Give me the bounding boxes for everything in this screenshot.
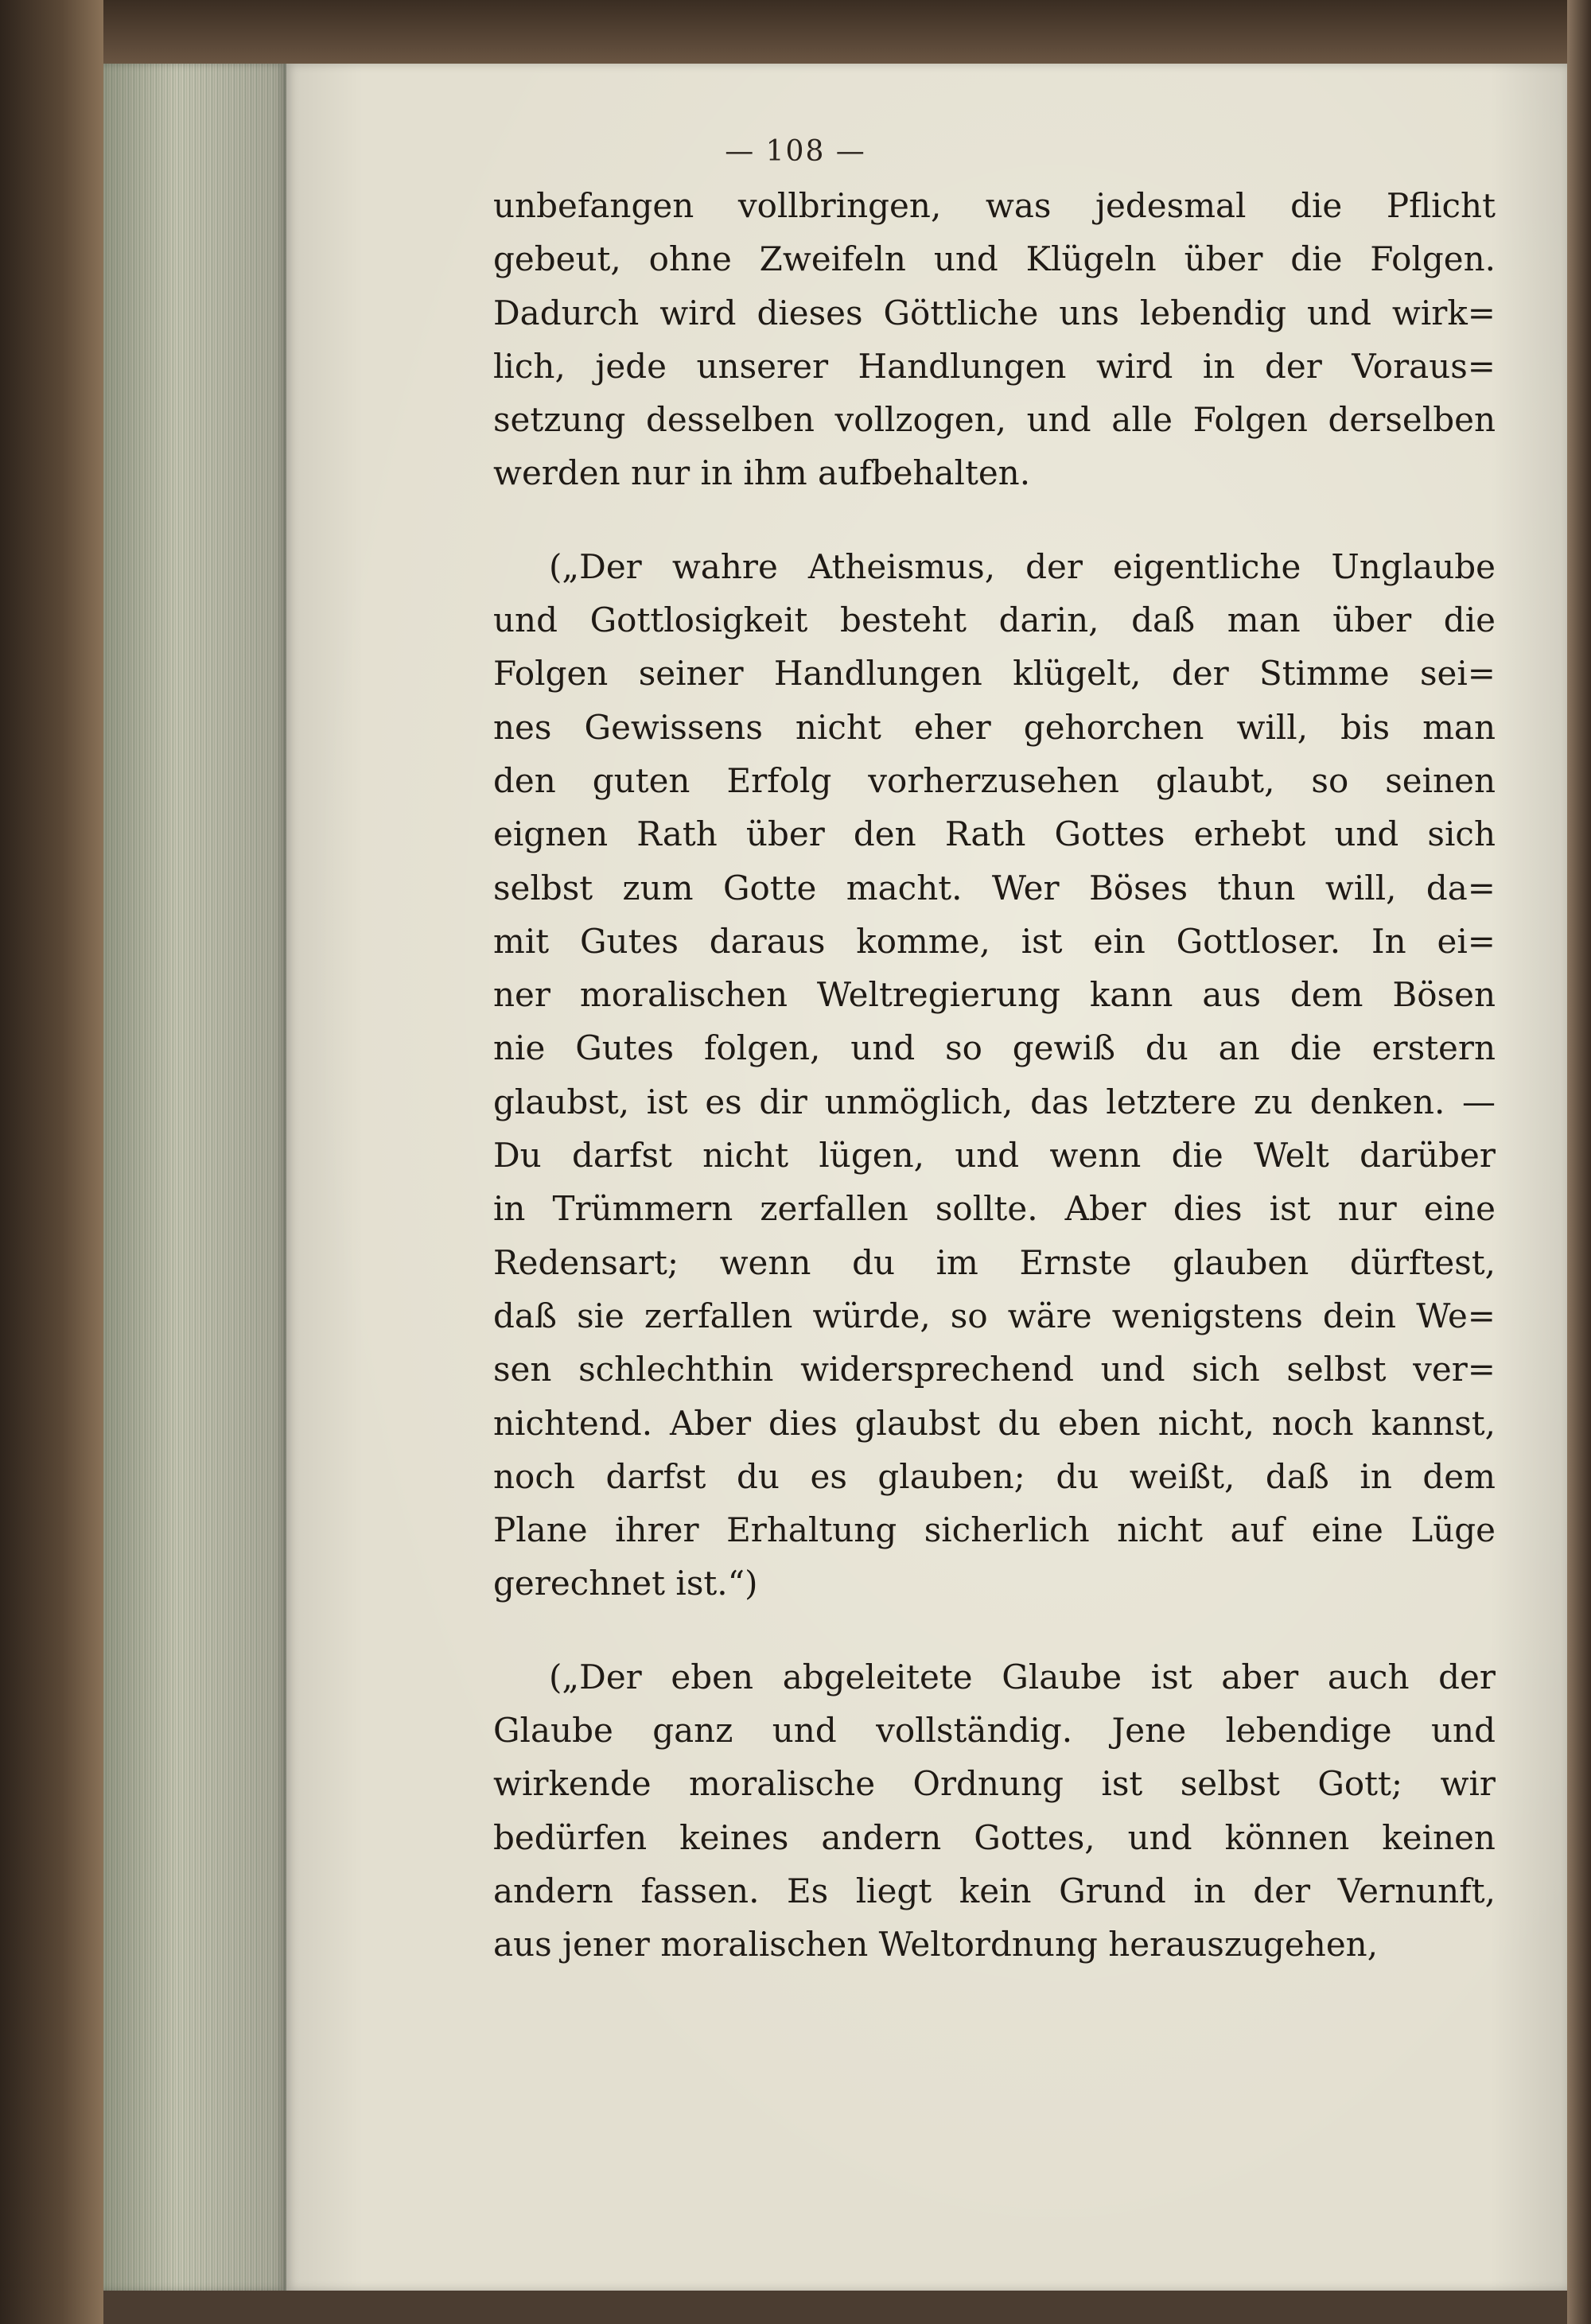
text-line: werden nur in ihm aufbehalten.	[493, 453, 1031, 493]
text-line: eignen Rath über den Rath Gottes erhebt und sich	[493, 814, 1496, 854]
book-cover-left-edge	[0, 0, 103, 2324]
text-line: selbst zum Gotte macht. Wer Böses thun will, da=	[493, 868, 1496, 907]
text-line: ner moralischen Weltregierung kann aus dem Bösen	[493, 975, 1496, 1015]
text-line: und Gottlosigkeit besteht darin, daß man über die	[493, 600, 1496, 640]
paragraph-1	[493, 179, 1496, 500]
text-line: sen schlechthin widersprechend und sich selbst ver=	[493, 1350, 1496, 1389]
text-line: daß sie zerfallen würde, so wäre wenigstens dein We=	[493, 1296, 1496, 1335]
text-line: setzung desselben vollzogen, und alle Folgen derselben	[493, 400, 1496, 440]
text-line: andern fassen. Es liegt kein Grund in der Vernunft,	[493, 1871, 1496, 1910]
text-line: nie Gutes folgen, und so gewiß du an die erstern	[493, 1028, 1496, 1068]
text-line: Folgen seiner Handlungen klügelt, der Stimme sei=	[493, 654, 1496, 694]
paragraph-3	[493, 1650, 1496, 1972]
text-line: Du darfst nicht lügen, und wenn die Welt darüber	[493, 1136, 1496, 1176]
text-line: gebeut, ohne Zweifeln und Klügeln über die Folgen.	[493, 239, 1496, 279]
text-line: nichtend. Aber dies glaubst du eben nicht, noch kannst,	[493, 1403, 1496, 1443]
text-line: mit Gutes daraus komme, ist ein Gottloser. In ei=	[493, 921, 1496, 961]
text-line: („Der wahre Atheismus, der eigentliche Unglaube	[549, 546, 1496, 586]
text-line: unbefangen vollbringen, was jedesmal die Pflicht	[493, 186, 1496, 225]
text-line: lich, jede unserer Handlungen wird in der Voraus=	[493, 346, 1496, 386]
text-line: nes Gewissens nicht eher gehorchen will, bis man	[493, 707, 1496, 747]
paragraph-spacer	[493, 500, 1496, 540]
text-line: den guten Erfolg vorherzusehen glaubt, so seinen	[493, 760, 1496, 800]
text-line: noch darfst du es glauben; du weißt, daß in dem	[493, 1456, 1496, 1496]
paragraph-spacer	[493, 1611, 1496, 1650]
text-line: Plane ihrer Erhaltung sicherlich nicht auf eine Lüge	[493, 1510, 1496, 1550]
page-number-header: — 108 —	[725, 135, 866, 168]
text-line: („Der eben abgeleitete Glaube ist aber auch der	[549, 1657, 1496, 1696]
text-line: Glaube ganz und vollständig. Jene lebendige und	[493, 1711, 1496, 1751]
text-line: bedürfen keines andern Gottes, und können keinen	[493, 1817, 1496, 1857]
text-line: in Trümmern zerfallen sollte. Aber dies ist nur eine	[493, 1189, 1496, 1229]
text-line: Redensart; wenn du im Ernste glauben dürftest,	[493, 1242, 1496, 1282]
text-line: Dadurch wird dieses Göttliche uns lebendig und wirk=	[493, 293, 1496, 332]
stacked-page-edges	[103, 64, 286, 2291]
page-body-text	[493, 179, 1496, 1972]
text-line: glaubst, ist es dir unmöglich, das letztere zu denken. —	[493, 1082, 1496, 1121]
text-line: gerechnet ist.“)	[493, 1564, 758, 1603]
text-line: aus jener moralischen Weltordnung herauszugehen,	[493, 1925, 1379, 1965]
paragraph-2	[493, 540, 1496, 1611]
text-line: wirkende moralische Ordnung ist selbst Gott; wir	[493, 1764, 1496, 1804]
book-cover-right-edge	[1567, 0, 1591, 2324]
